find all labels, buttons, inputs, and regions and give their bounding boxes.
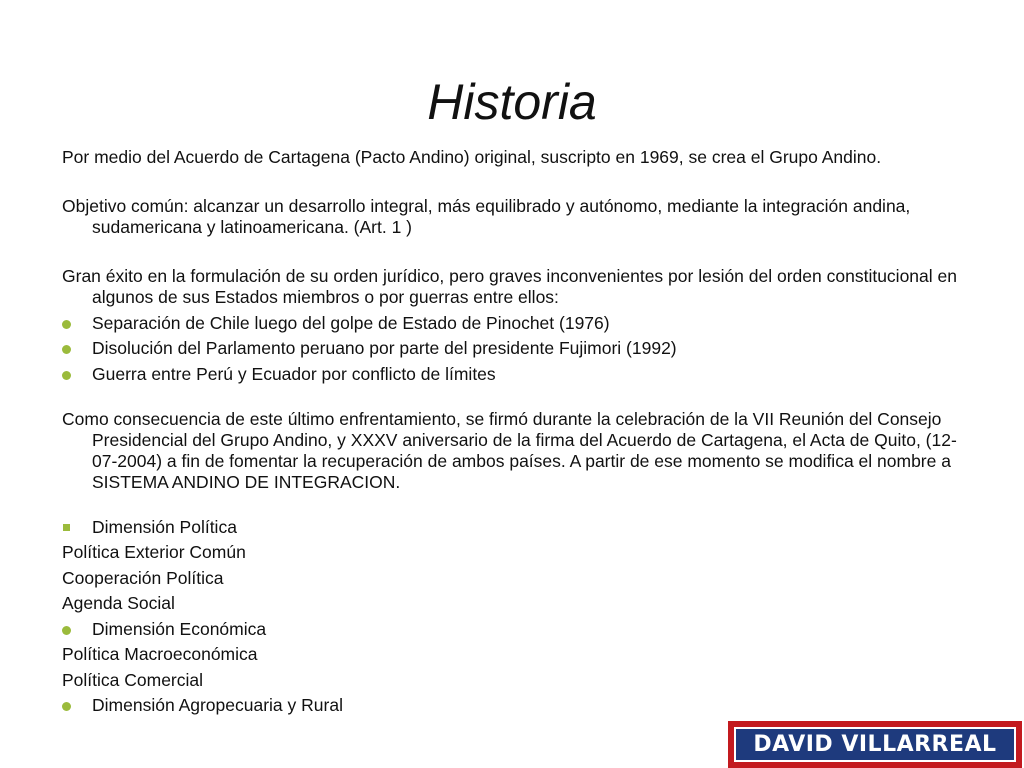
- bullet-dot-icon: [62, 702, 71, 711]
- paragraph-consequence: Como consecuencia de este último enfrentamiento, se firmó durante la celebración de la VII Reunión del Consejo Presidencial del Grupo Andino, y XXXV aniversario de la firma del Acuerdo de Cartagena, el Acta de Quito, (12-07-2004) a fin de fomentar la recuperación de ambos países. A partir de ese momento se modifica el nombre a SISTEMA ANDINO DE INTEGRACION.: [62, 408, 957, 492]
- list-item-subdimension: Política Macroeconómica: [62, 644, 258, 664]
- list-item-subdimension: Política Comercial: [62, 669, 204, 690]
- paragraph-objective: Objetivo común: alcanzar un desarrollo integral, más equilibrado y autónomo, mediante la integración andina, sudamericana y latinoamericana. (Art. 1 ): [62, 196, 911, 237]
- list-item-conflict: Separación de Chile luego del golpe de Estado de Pinochet (1976): [62, 313, 962, 334]
- author-brand-badge: [728, 721, 1022, 768]
- list-item-conflict: Guerra entre Perú y Ecuador por conflicto de límites: [62, 364, 962, 385]
- paragraph-origin: Por medio del Acuerdo de Cartagena (Pacto Andino) original, suscripto en 1969, se crea el Grupo Andino.: [62, 147, 882, 167]
- list-item-dimension-politica: Dimensión Política: [62, 517, 962, 538]
- bullet-dot-icon: [62, 626, 71, 635]
- list-item-dimension-economica: Dimensión Económica: [62, 619, 962, 640]
- list-item-subdimension: Política Exterior Común: [62, 542, 246, 562]
- list-item-dimension-agropecuaria: Dimensión Agropecuaria y Rural: [62, 695, 962, 716]
- bullet-square-icon: [63, 524, 70, 531]
- bullet-dot-icon: [62, 371, 71, 380]
- bullet-dot-icon: [62, 345, 71, 354]
- paragraph-problems: Gran éxito en la formulación de su orden jurídico, pero graves inconvenientes por lesión del orden constitucional en algunos de sus Estados miembros o por guerras entre ellos:: [62, 266, 957, 307]
- slide-title: Historia: [427, 74, 597, 130]
- list-item-subdimension: Cooperación Política: [62, 567, 224, 588]
- list-item-conflict: Disolución del Parlamento peruano por parte del presidente Fujimori (1992): [62, 338, 962, 359]
- author-name: DAVID VILLARREAL: [753, 732, 997, 757]
- slide-body: [62, 147, 962, 721]
- bullet-dot-icon: [62, 320, 71, 329]
- list-item-subdimension: Agenda Social: [62, 593, 175, 613]
